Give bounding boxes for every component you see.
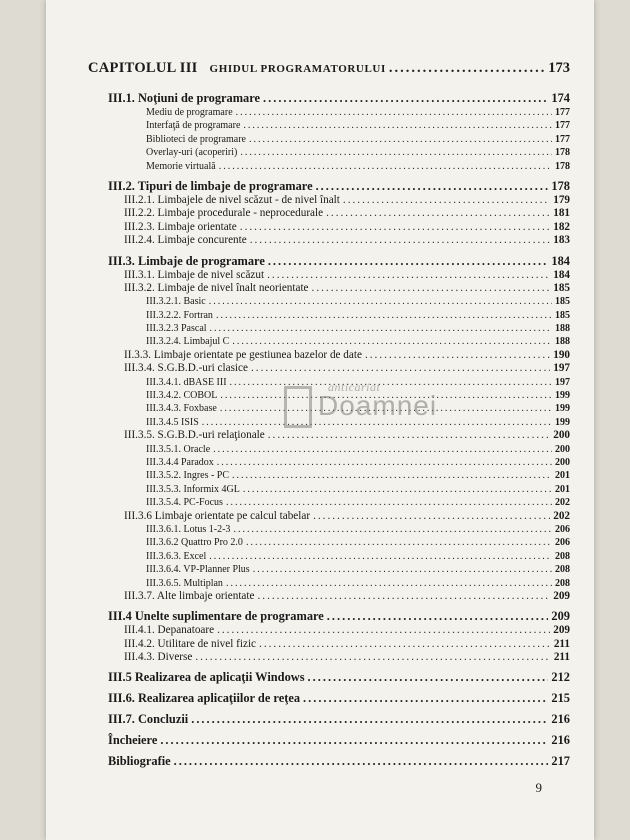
toc-entry-title: Bibliografie bbox=[108, 754, 171, 769]
toc-entry-title: III.1. Noţiuni de programare bbox=[108, 91, 261, 105]
toc-entry-page: 209 bbox=[553, 624, 570, 637]
toc-entry-title: III.3.4.4 Paradox bbox=[146, 456, 214, 468]
table-of-contents bbox=[88, 58, 570, 769]
toc-entry-page: 212 bbox=[551, 670, 570, 685]
toc-entry bbox=[88, 221, 570, 234]
dot-leader bbox=[268, 253, 549, 269]
toc-entry-page: 211 bbox=[553, 651, 570, 664]
dot-leader bbox=[243, 483, 552, 496]
toc-entry-title: Încheiere bbox=[108, 733, 158, 748]
toc-entry-page: 200 bbox=[555, 443, 570, 455]
dot-leader bbox=[316, 178, 549, 194]
dot-leader bbox=[160, 732, 548, 748]
chapter-page: 173 bbox=[548, 60, 570, 76]
toc-entry-title: III.4.3. Diverse bbox=[124, 651, 193, 664]
toc-entry-page: 201 bbox=[555, 483, 570, 495]
toc-entry-page: 206 bbox=[555, 537, 570, 549]
toc-entry-title: III.2. Tipuri de limbaje de programare bbox=[108, 178, 313, 193]
toc-entry-page: 208 bbox=[555, 564, 570, 576]
toc-entry-page: 177 bbox=[555, 107, 570, 118]
toc-entry-page: 206 bbox=[555, 523, 570, 535]
dot-leader bbox=[233, 523, 552, 536]
toc-entry bbox=[88, 732, 570, 748]
toc-entry-page: 185 bbox=[553, 281, 570, 294]
toc-entry-page: 208 bbox=[555, 550, 570, 562]
dot-leader bbox=[174, 753, 549, 769]
dot-leader bbox=[249, 133, 552, 146]
toc-entry-page: 190 bbox=[553, 348, 570, 361]
dot-leader bbox=[232, 469, 552, 482]
toc-entry-title: III.4 Unelte suplimentare de programare bbox=[108, 609, 324, 624]
toc-entry bbox=[88, 282, 570, 295]
dot-leader bbox=[217, 624, 550, 637]
dot-leader bbox=[257, 590, 550, 603]
toc-entry bbox=[88, 469, 570, 482]
toc-entry-page: 201 bbox=[555, 470, 570, 482]
dot-leader bbox=[240, 146, 552, 159]
toc-entry bbox=[88, 510, 570, 523]
toc-entry bbox=[88, 690, 570, 706]
dot-leader bbox=[202, 416, 552, 429]
toc-entry-page: 202 bbox=[553, 509, 570, 522]
toc-entry bbox=[88, 160, 570, 173]
watermark-top-text: anticariat bbox=[328, 380, 381, 394]
toc-entry-page: 209 bbox=[553, 589, 570, 602]
dot-leader bbox=[216, 309, 552, 322]
toc-entry-title: III.2.4. Limbaje concurente bbox=[124, 234, 247, 247]
toc-entry bbox=[88, 90, 570, 106]
dot-leader bbox=[236, 106, 552, 119]
toc-entry bbox=[88, 362, 570, 375]
dot-leader bbox=[250, 234, 551, 247]
toc-entry-page: 217 bbox=[551, 754, 570, 769]
dot-leader bbox=[365, 349, 550, 362]
chapter-title: CAPITOLUL III bbox=[88, 60, 198, 76]
toc-entry-title: III.3.4.5 ISIS bbox=[146, 416, 199, 428]
toc-entry-title: III.3.5.3. Informix 4GL bbox=[146, 483, 240, 495]
dot-leader bbox=[263, 90, 548, 106]
dot-leader bbox=[303, 690, 548, 706]
toc-entry-title: III.2.3. Limbaje orientate bbox=[124, 220, 237, 233]
toc-entry bbox=[88, 638, 570, 651]
toc-entry-title: III.3.5. S.G.B.D.-uri relaţionale bbox=[124, 429, 265, 442]
toc-entry-title: III.3.6.4. VP-Planner Plus bbox=[146, 564, 250, 576]
dot-leader bbox=[243, 119, 552, 132]
toc-entry-title: III.3.5.4. PC-Focus bbox=[146, 497, 223, 509]
toc-entry-title: III.3.4.2. COBOL bbox=[146, 390, 218, 402]
dot-leader bbox=[267, 269, 550, 282]
toc-entry-title: III.2.2. Limbaje procedurale - neprocedurale bbox=[124, 207, 324, 220]
toc-entry-page: 184 bbox=[551, 253, 570, 268]
dot-leader bbox=[220, 402, 552, 415]
toc-entry-title: III.3.5.2. Ingres - PC bbox=[146, 470, 230, 482]
page-number: 9 bbox=[535, 780, 542, 795]
toc-entry bbox=[88, 253, 570, 269]
toc-entry-title: III.3.6.5. Multiplan bbox=[146, 577, 223, 589]
toc-entry bbox=[88, 577, 570, 590]
toc-entry-page: 211 bbox=[553, 637, 570, 650]
toc-entry bbox=[88, 106, 570, 119]
toc-entry-page: 208 bbox=[555, 577, 570, 589]
dot-leader bbox=[209, 295, 552, 308]
toc-entry-page: 216 bbox=[551, 712, 570, 727]
toc-entry-title: III.3.6 Limbaje orientate pe calcul tabelar bbox=[124, 509, 311, 522]
toc-entry bbox=[88, 550, 570, 563]
toc-entry-page: 182 bbox=[553, 220, 570, 233]
dot-leader bbox=[327, 608, 549, 624]
toc-entry-title: III.3.2.4. Limbajul C bbox=[146, 336, 230, 348]
toc-entry-page: 215 bbox=[551, 691, 570, 706]
toc-entry-page: 174 bbox=[551, 91, 570, 105]
toc-entry bbox=[88, 322, 570, 335]
toc-entry bbox=[88, 624, 570, 637]
toc-entry bbox=[88, 146, 570, 159]
toc-entry bbox=[88, 483, 570, 496]
toc-entry-title: III.6. Realizarea aplicaţiilor de reţea bbox=[108, 691, 301, 706]
toc-entry bbox=[88, 402, 570, 415]
toc-entry-title: III.3.5.1. Oracle bbox=[146, 443, 211, 455]
toc-entry bbox=[88, 376, 570, 389]
toc-entry bbox=[88, 669, 570, 685]
toc-entry-page: 178 bbox=[551, 178, 570, 193]
toc-entry-page: 197 bbox=[555, 376, 570, 388]
toc-entry-title: III.7. Concluzii bbox=[108, 712, 189, 727]
toc-entry-page: 197 bbox=[553, 362, 570, 375]
toc-entry bbox=[88, 608, 570, 624]
toc-entry bbox=[88, 523, 570, 536]
toc-entry-page: 177 bbox=[555, 120, 570, 132]
toc-entry bbox=[88, 309, 570, 322]
toc-entry bbox=[88, 563, 570, 576]
dot-leader bbox=[246, 536, 552, 549]
toc-entry-title: Overlay-uri (acoperiri) bbox=[146, 147, 238, 159]
dot-leader bbox=[219, 160, 552, 173]
dot-leader bbox=[220, 389, 552, 402]
toc-entry-title: III.3.1. Limbaje de nivel scăzut bbox=[124, 268, 265, 281]
toc-entry-title: III.3.6.3. Excel bbox=[146, 550, 207, 562]
dot-leader bbox=[232, 335, 552, 348]
toc-entry bbox=[88, 536, 570, 549]
toc-entry bbox=[88, 194, 570, 207]
toc-entry-page: 185 bbox=[555, 296, 570, 308]
toc-entry bbox=[88, 389, 570, 402]
toc-entry-title: III.3.4.1. dBASE III bbox=[146, 376, 227, 388]
dot-leader bbox=[326, 207, 550, 220]
toc-entry-title: II.3.3. Limbaje orientate pe gestiunea bazelor de date bbox=[124, 348, 362, 361]
dot-leader bbox=[313, 510, 550, 523]
book-page bbox=[46, 0, 594, 840]
toc-entry bbox=[88, 133, 570, 146]
chapter-subtitle: GHIDUL PROGRAMATORULUI bbox=[209, 63, 386, 75]
toc-entry-title: III.3.2.1. Basic bbox=[146, 296, 206, 308]
toc-entry-title: III.4.1. Depanatoare bbox=[124, 624, 215, 637]
dot-leader bbox=[191, 711, 548, 727]
toc-entry-title: III.3. Limbaje de programare bbox=[108, 253, 265, 268]
toc-entry bbox=[88, 416, 570, 429]
toc-entry-title: Interfaţă de programare bbox=[146, 120, 241, 132]
toc-entry-page: 179 bbox=[553, 193, 570, 206]
toc-entry bbox=[88, 711, 570, 727]
toc-entry-page: 200 bbox=[553, 429, 570, 442]
toc-entry-title: Mediu de programare bbox=[146, 107, 233, 118]
toc-entry-title: III.3.6.2 Quattro Pro 2.0 bbox=[146, 537, 243, 549]
dot-leader bbox=[210, 322, 552, 335]
dot-leader bbox=[226, 577, 552, 590]
toc-entry-page: 184 bbox=[553, 268, 570, 281]
toc-entry-title: III.3.4. S.G.B.D.-uri clasice bbox=[124, 362, 248, 375]
toc-entry bbox=[88, 456, 570, 469]
toc-entry bbox=[88, 590, 570, 603]
toc-entry-page: 188 bbox=[555, 323, 570, 335]
dot-leader bbox=[251, 362, 550, 375]
toc-entry bbox=[88, 429, 570, 442]
dot-leader bbox=[213, 443, 552, 456]
toc-entry-title: III.3.7. Alte limbaje orientate bbox=[124, 589, 255, 602]
toc-entry-page: 216 bbox=[551, 733, 570, 748]
toc-entry-page: 199 bbox=[555, 390, 570, 402]
toc-entry-page: 209 bbox=[551, 609, 570, 624]
toc-entry-title: III.3.2.2. Fortran bbox=[146, 309, 213, 321]
chapter-heading bbox=[88, 58, 570, 78]
toc-entry bbox=[88, 335, 570, 348]
toc-entry-page: 181 bbox=[553, 207, 570, 220]
toc-entry-title: III.2.1. Limbajele de nivel scăzut - de nivel înalt bbox=[124, 193, 340, 206]
toc-entry-title: III.3.2. Limbaje de nivel înalt neorientate bbox=[124, 281, 309, 294]
toc-entry bbox=[88, 234, 570, 247]
watermark-main-text: Doamnei bbox=[318, 390, 438, 421]
toc-entry-page: 199 bbox=[555, 416, 570, 428]
toc-entry-page: 185 bbox=[555, 309, 570, 321]
toc-entry-page: 200 bbox=[555, 456, 570, 468]
toc-entry-page: 183 bbox=[553, 234, 570, 247]
toc-entry-page: 178 bbox=[555, 147, 570, 159]
toc-entry bbox=[88, 178, 570, 194]
dot-leader bbox=[259, 638, 551, 651]
toc-entry-page: 202 bbox=[555, 497, 570, 509]
dot-leader bbox=[240, 221, 550, 234]
toc-entry bbox=[88, 651, 570, 664]
dot-leader bbox=[389, 58, 545, 78]
toc-entry-title: Biblioteci de programare bbox=[146, 133, 246, 145]
toc-entry bbox=[88, 496, 570, 509]
dot-leader bbox=[226, 496, 552, 509]
toc-entry bbox=[88, 119, 570, 132]
dot-leader bbox=[217, 456, 552, 469]
dot-leader bbox=[312, 282, 551, 295]
dot-leader bbox=[230, 376, 552, 389]
toc-entry-title: III.4.2. Utilitare de nivel fizic bbox=[124, 637, 257, 650]
dot-leader bbox=[253, 563, 552, 576]
toc-entry-title: III.3.2.3 Pascal bbox=[146, 323, 207, 335]
dot-leader bbox=[308, 669, 549, 685]
toc-entry-title: Memorie virtuală bbox=[146, 160, 216, 172]
toc-entry bbox=[88, 443, 570, 456]
toc-entry-title: III.5 Realizarea de aplicaţii Windows bbox=[108, 670, 305, 685]
toc-entry-title: III.3.4.3. Foxbase bbox=[146, 403, 217, 415]
toc-entry bbox=[88, 207, 570, 220]
toc-entry bbox=[88, 295, 570, 308]
toc-entry-page: 199 bbox=[555, 403, 570, 415]
dot-leader bbox=[343, 194, 550, 207]
toc-entry-page: 188 bbox=[555, 336, 570, 348]
toc-entry bbox=[88, 753, 570, 769]
toc-entry bbox=[88, 269, 570, 282]
toc-entry bbox=[88, 349, 570, 362]
toc-entry-page: 177 bbox=[555, 133, 570, 145]
dot-leader bbox=[195, 651, 550, 664]
toc-entry-page: 178 bbox=[555, 160, 570, 172]
dot-leader bbox=[209, 550, 552, 563]
toc-entries bbox=[88, 90, 570, 769]
toc-entry-title: III.3.6.1. Lotus 1-2-3 bbox=[146, 523, 231, 535]
dot-leader bbox=[268, 429, 550, 442]
